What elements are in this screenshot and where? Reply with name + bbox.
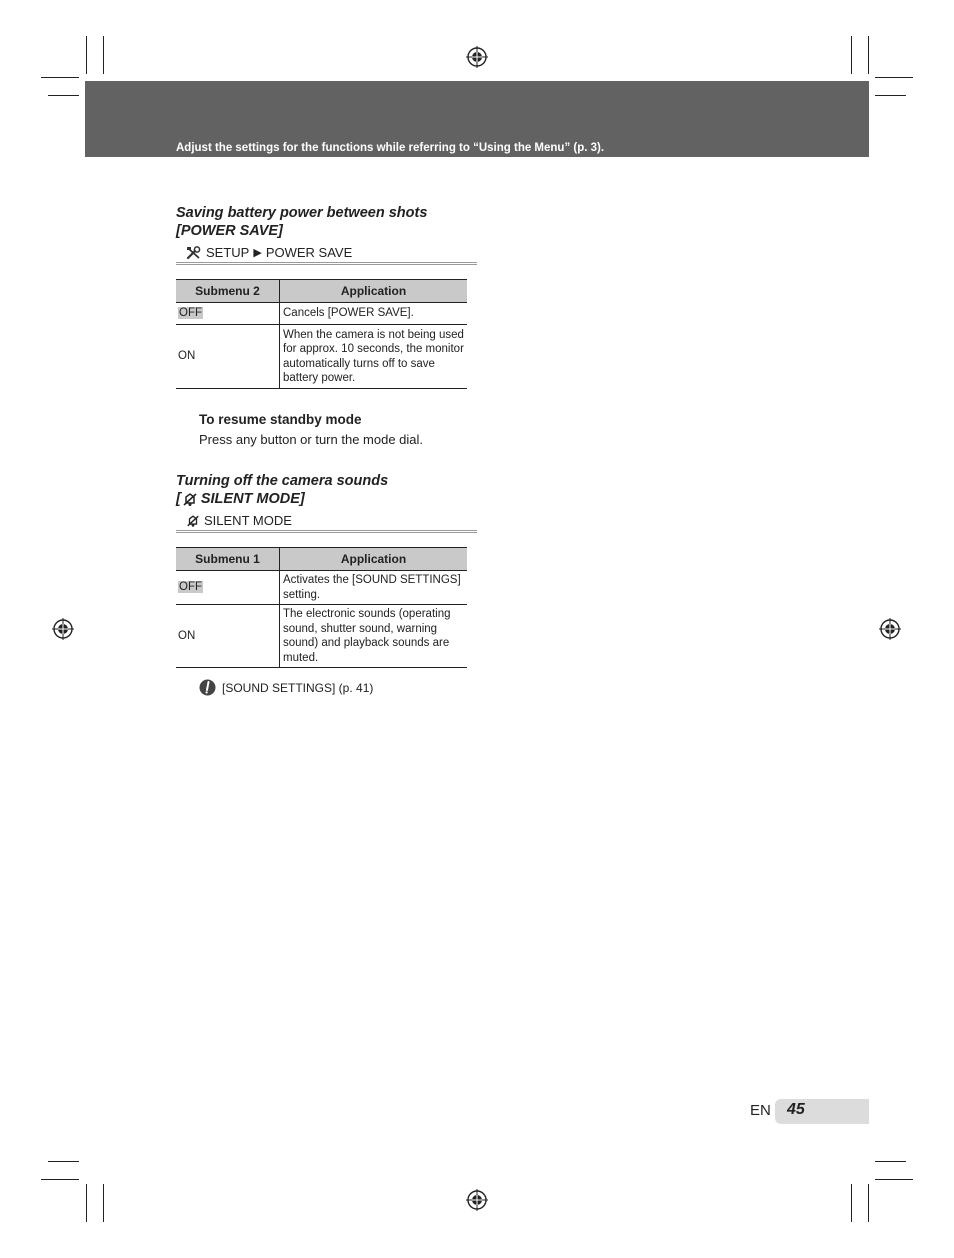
page-number: 45 [787, 1101, 805, 1118]
table-header-cell: Submenu 1 [176, 548, 280, 571]
registration-mark-icon [879, 618, 901, 640]
menu-path-setup: SETUP [206, 245, 250, 260]
power-save-table [176, 279, 467, 389]
silent-mode-icon [182, 492, 198, 507]
menu-path-power-save-label: POWER SAVE [265, 245, 353, 260]
registration-mark-icon [52, 618, 74, 640]
section-title-silent-mode: Turning off the camera sounds [ SILENT MODE] [176, 473, 389, 507]
table-cell-option: ON [176, 605, 280, 668]
silent-mode-table [176, 547, 467, 668]
silent-mode-icon [186, 514, 200, 528]
menu-path-arrow-icon: ▶ [253, 247, 262, 259]
registration-mark-icon [466, 46, 488, 68]
menu-path-silent-mode-label: SILENT MODE [204, 513, 292, 528]
table-cell-application: Activates the [SOUND SETTINGS] setting. [280, 571, 468, 605]
sound-settings-note [199, 679, 373, 696]
table-cell-option: OFF [176, 571, 280, 605]
table-cell-option: OFF [176, 303, 280, 325]
table-row [176, 605, 467, 668]
table-header-row [176, 280, 467, 303]
table-header-cell: Application [280, 280, 468, 303]
note-text: [SOUND SETTINGS] (p. 41) [222, 680, 374, 695]
section-title-power-save: Saving battery power between shots [POWER SAVE] [176, 205, 428, 239]
table-cell-application: When the camera is not being used for approx. 10 seconds, the monitor automatically turns off to save battery power. [280, 325, 468, 389]
table-header-cell: Application [280, 548, 468, 571]
table-row [176, 325, 467, 389]
table-cell-option: ON [176, 325, 280, 389]
resume-standby-text: Press any button or turn the mode dial. [199, 432, 424, 447]
table-cell-application: The electronic sounds (operating sound, shutter sound, warning sound) and playback sounds are muted. [280, 605, 468, 668]
resume-standby-heading: To resume standby mode [199, 412, 362, 427]
language-label: EN [750, 1102, 771, 1119]
registration-mark-icon [466, 1189, 488, 1211]
menu-path-silent-mode [176, 514, 477, 533]
menu-path-power-save [176, 246, 477, 265]
setup-wrench-icon [186, 246, 202, 260]
table-header-cell: Submenu 2 [176, 280, 280, 303]
table-row [176, 571, 467, 605]
table-row [176, 303, 467, 325]
table-header-row [176, 548, 467, 571]
header-instruction: Adjust the settings for the functions while referring to “Using the Menu” (p. 3). [176, 142, 605, 154]
caution-icon [199, 679, 216, 696]
table-cell-application: Cancels [POWER SAVE]. [280, 303, 468, 325]
